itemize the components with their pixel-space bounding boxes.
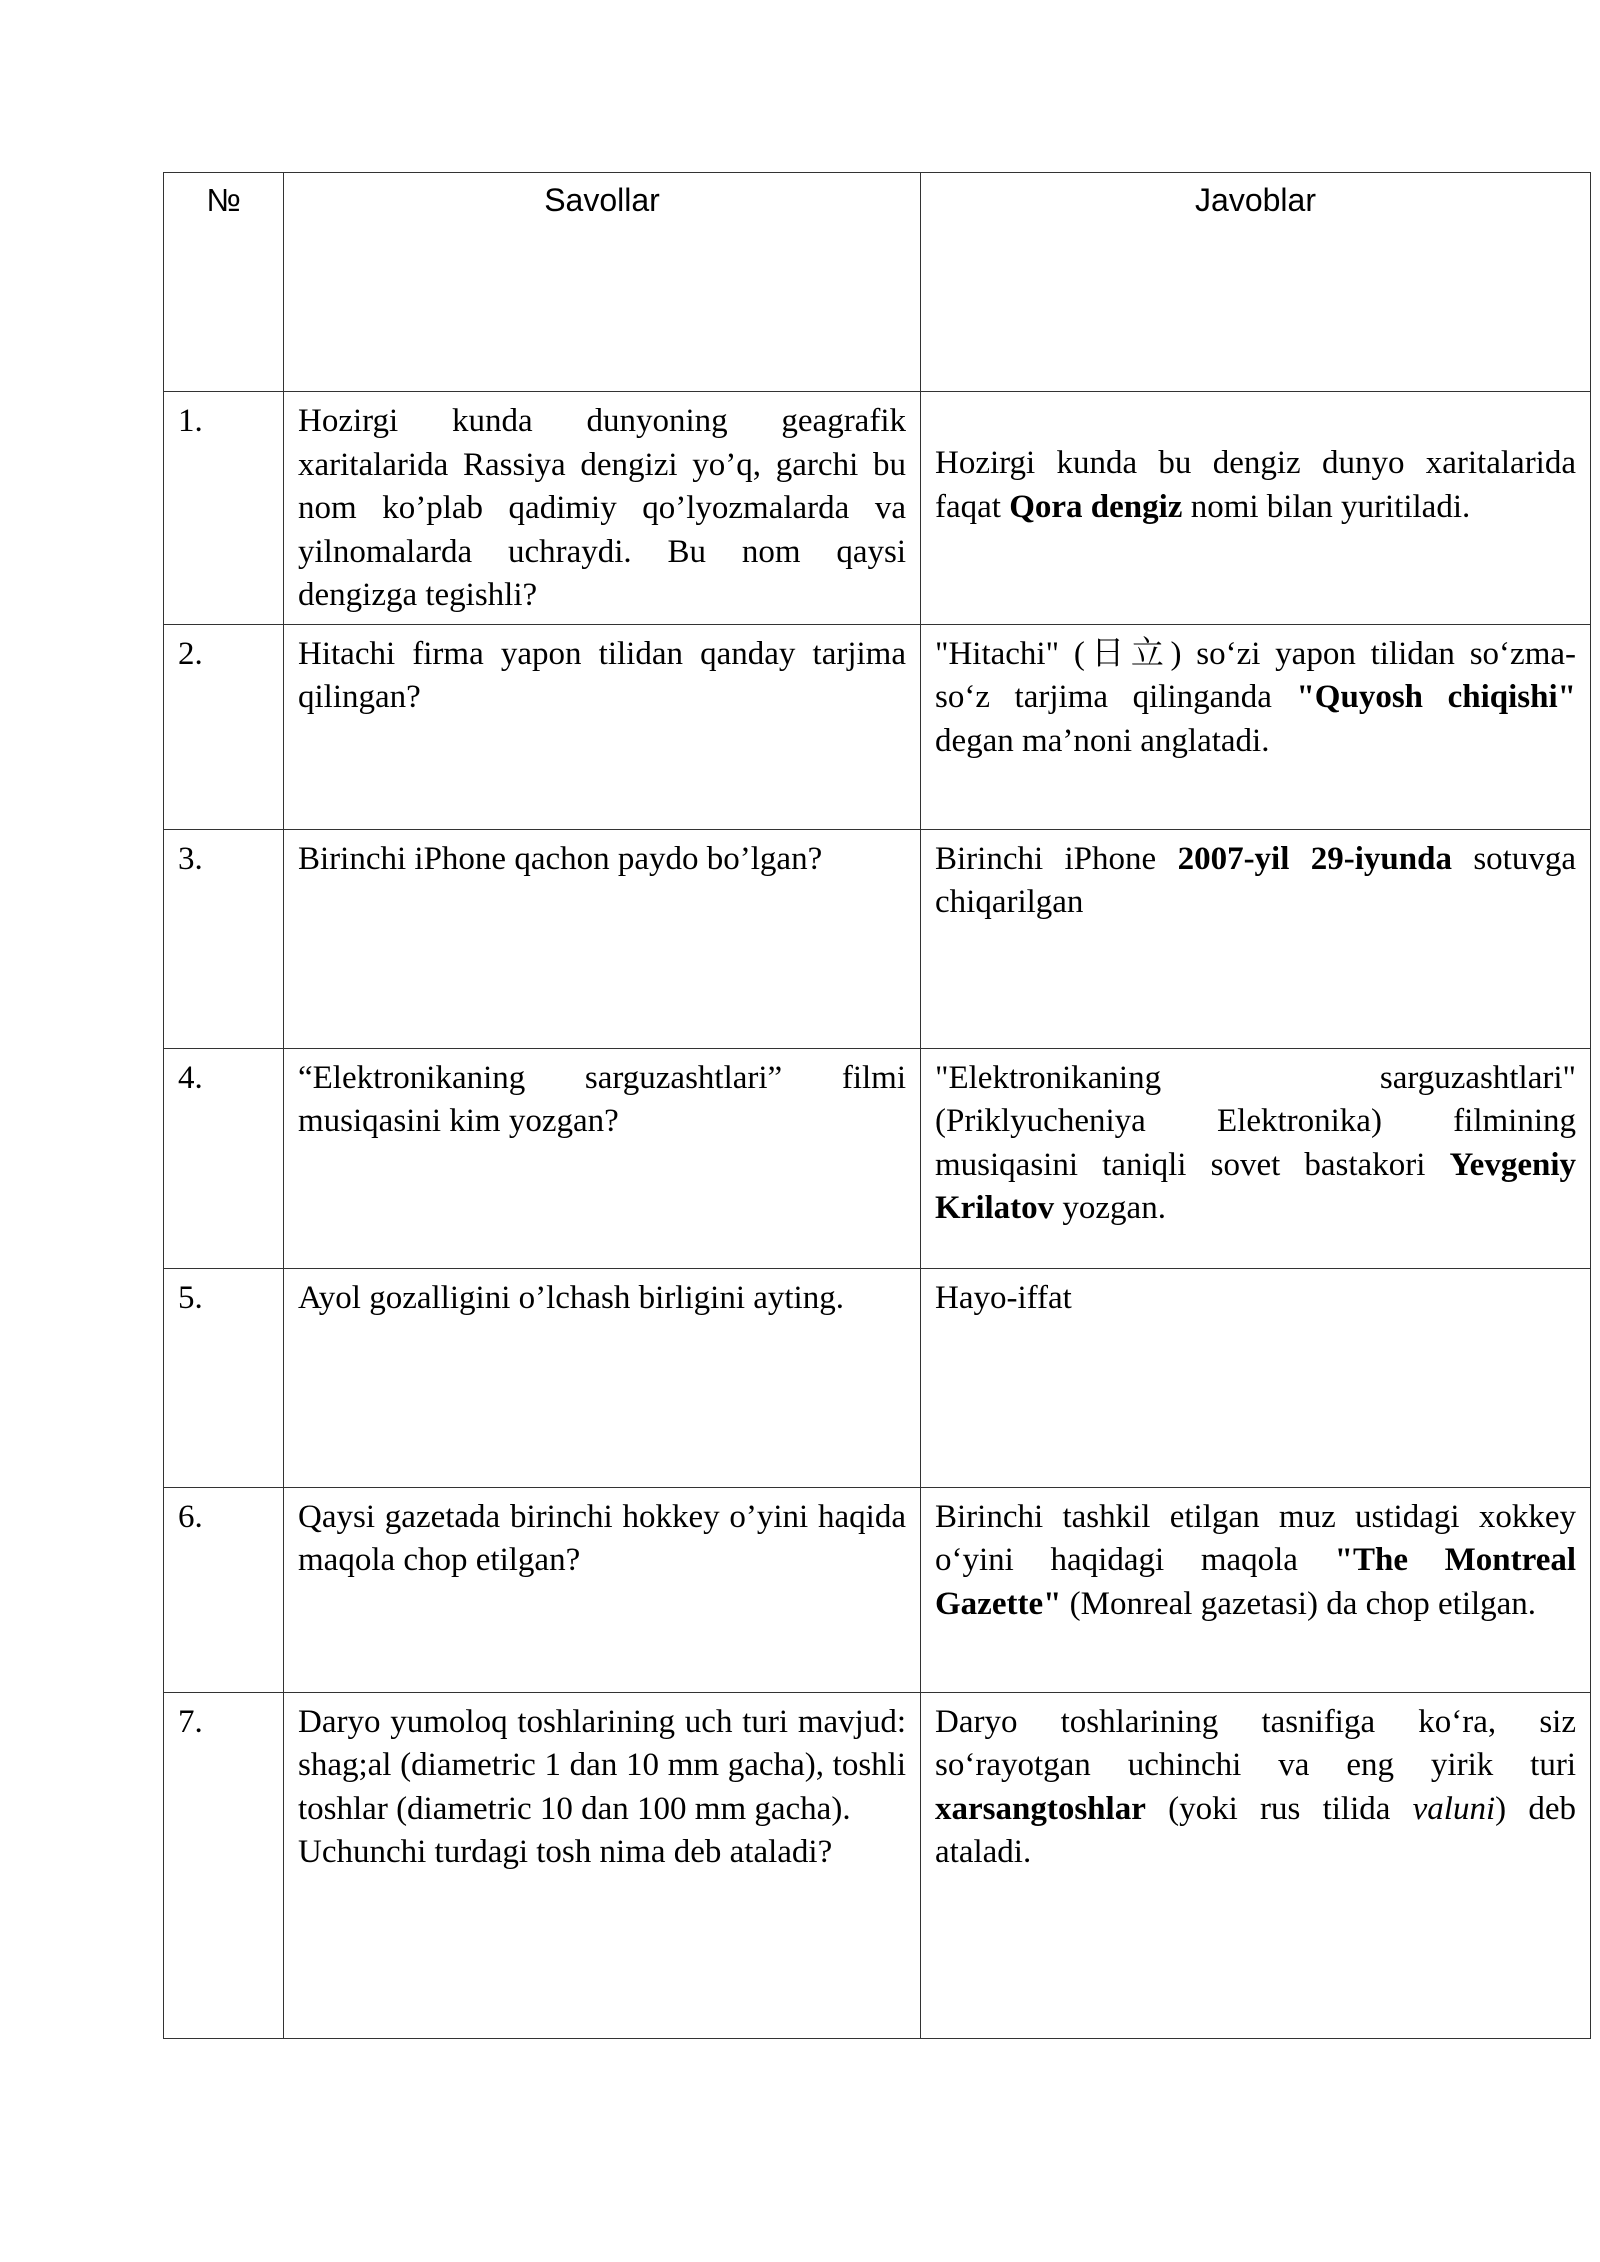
answer-text: "Elektronikaning sarguzashtlari" (Priklyucheniya Elektronika) filmining musiqasini taniqli sovet bastakori	[935, 1059, 1576, 1183]
answer-text: nomi bilan yuritiladi.	[1182, 488, 1471, 525]
header-answers: Javoblar	[921, 173, 1591, 392]
header-number: №	[164, 173, 284, 392]
answer-text: yozgan.	[1054, 1190, 1166, 1226]
table-row	[164, 392, 1591, 625]
question-cell	[284, 1692, 921, 2038]
answer-text: Hozirgi kunda bu dengiz dunyo xaritalarida faqat	[935, 445, 1576, 525]
table-row	[164, 1692, 1591, 2038]
answer-text: Birinchi iPhone	[935, 840, 1178, 877]
question-cell: Hozirgi kunda dunyoning geagrafik xaritalarida Rassiya dengizi yo’q, garchi bu nom ko’plab qadimiy qo’lyozmalarda va yilnomalarda uchraydi. Bu nom qaysi dengizga tegishli?	[284, 392, 921, 625]
answer-highlight: Yevgeniy Krilatov	[935, 1146, 1576, 1226]
row-number: 7.	[164, 1692, 284, 2038]
row-number: 1.	[164, 392, 284, 625]
answer-cell	[921, 624, 1591, 829]
answer-text: Birinchi tashkil etilgan muz ustidagi xokkey o‘yini haqidagi maqola	[935, 1498, 1576, 1578]
answer-highlight: Qora dengiz	[1009, 488, 1183, 525]
table-header-row	[164, 173, 1591, 392]
question-paragraph: Daryo yumoloq toshlarining uch turi mavjud: shag;al (diametric 1 dan 10 mm gacha), toshli toshlar (diametric 10 dan 100 mm gacha).	[298, 1703, 906, 1827]
row-number: 5.	[164, 1268, 284, 1487]
answer-text: (Monreal gazetasi) da chop etilgan.	[1061, 1585, 1537, 1622]
table-row	[164, 1048, 1591, 1268]
table-row	[164, 624, 1591, 829]
answer-text: "Hitachi" (日立) so‘zi yapon tilidan so‘zma-so‘z tarjima qilinganda	[935, 635, 1576, 715]
question-paragraph: Uchunchi turdagi tosh nima deb ataladi?	[298, 1834, 833, 1870]
table-row	[164, 1487, 1591, 1692]
answer-text: degan ma’noni anglatadi.	[935, 722, 1270, 759]
row-number: 6.	[164, 1487, 284, 1692]
row-number: 3.	[164, 829, 284, 1048]
answer-cell	[921, 829, 1591, 1048]
row-number: 4.	[164, 1048, 284, 1268]
answer-text: sotuvga chiqarilgan	[935, 840, 1576, 920]
answer-italic: valuni	[1412, 1790, 1496, 1827]
answer-highlight: "The Montreal Gazette"	[935, 1542, 1577, 1622]
table-row	[164, 1268, 1591, 1487]
question-cell: “Elektronikaning sarguzashtlari” filmi musiqasini kim yozgan?	[284, 1048, 921, 1268]
answer-cell	[921, 1692, 1591, 2038]
table-row	[164, 829, 1591, 1048]
answer-highlight: xarsangtoshlar	[935, 1790, 1146, 1827]
row-number: 2.	[164, 624, 284, 829]
question-cell: Birinchi iPhone qachon paydo bo’lgan?	[284, 829, 921, 1048]
answer-cell	[921, 1048, 1591, 1268]
qa-table	[163, 172, 1591, 2039]
answer-cell	[921, 1487, 1591, 1692]
header-questions: Savollar	[284, 173, 921, 392]
answer-text: ) deb ataladi.	[935, 1790, 1577, 1870]
answer-text: (yoki rus tilida	[1145, 1790, 1413, 1827]
answer-text: Daryo toshlarining tasnifiga ko‘ra, siz so‘rayotgan uchinchi va eng yirik turi	[935, 1703, 1576, 1783]
answer-cell	[921, 392, 1591, 625]
answer-cell: Hayo-iffat	[921, 1268, 1591, 1487]
answer-highlight: "Quyosh chiqishi"	[1296, 679, 1576, 715]
question-cell: Qaysi gazetada birinchi hokkey o’yini haqida maqola chop etilgan?	[284, 1487, 921, 1692]
question-cell: Hitachi firma yapon tilidan qanday tarjima qilingan?	[284, 624, 921, 829]
answer-highlight: 2007-yil 29-iyunda	[1177, 840, 1452, 877]
question-cell: Ayol gozalligini o’lchash birligini ayting.	[284, 1268, 921, 1487]
